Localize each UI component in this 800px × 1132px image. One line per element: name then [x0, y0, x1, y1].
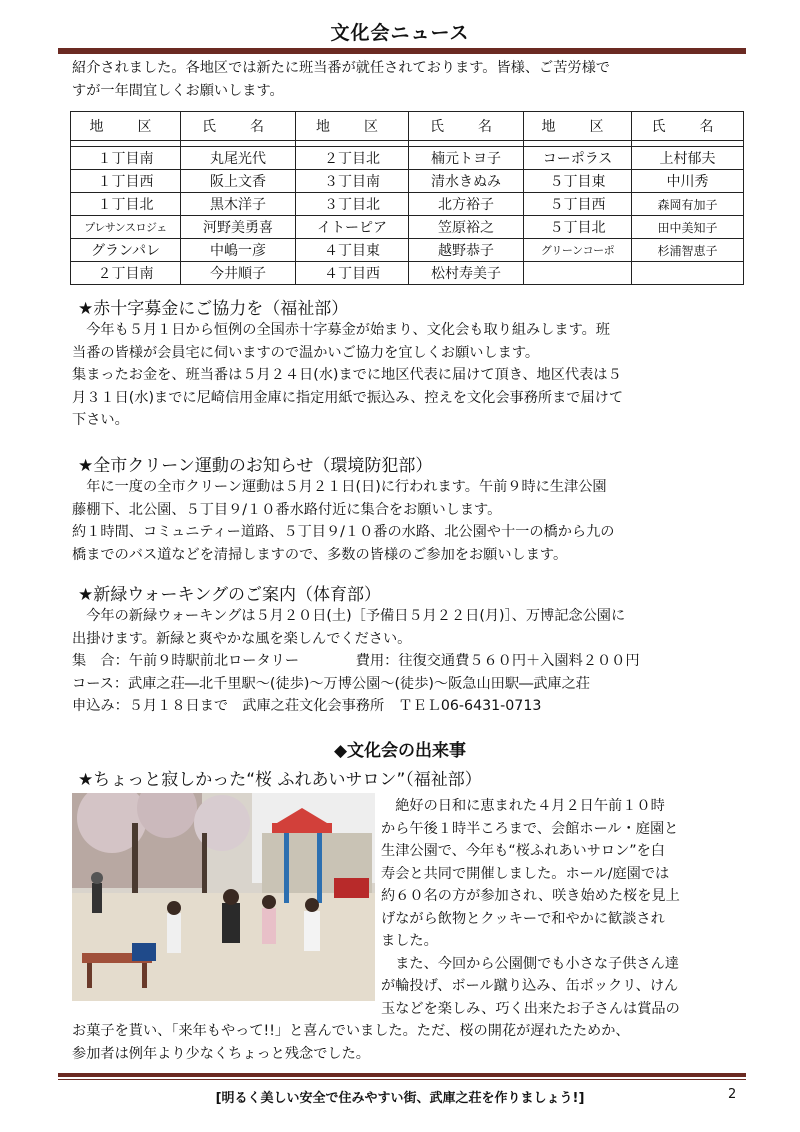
text-line: 集 合：午前９時駅前北ロータリー 費用：往復交通費５６０円＋入園料２００円	[72, 653, 640, 669]
table-cell: 笠原裕之	[409, 216, 524, 239]
text-line: また、今回から公園側でも小さな子供さん達	[381, 955, 679, 972]
table-row	[71, 216, 744, 239]
table-cell: 越野恭子	[409, 239, 524, 262]
text-line: 玉などを楽しみ、巧く出来たお子さんは賞品の	[381, 1000, 680, 1017]
text-line: 出掛けます。新緑と爽やかな風を楽しんでください。	[72, 630, 412, 647]
table-cell: 松村寿美子	[409, 262, 524, 285]
table-cell: イトーピア	[296, 216, 409, 239]
clean-paragraph	[72, 476, 744, 566]
table-cell: １丁目南	[71, 147, 181, 170]
text-line: 集まったお金を、班当番は５月２４日(水)までに地区代表に届けて頂き、地区代表は５	[72, 367, 622, 383]
text-line: 寿会と共同で開催しました。ホール/庭園では	[381, 865, 670, 882]
table-cell	[632, 262, 744, 285]
table-cell: 楠元トヨ子	[409, 147, 524, 170]
table-cell: 中川秀	[632, 170, 744, 193]
intro-paragraph	[72, 57, 744, 102]
table-row	[71, 170, 744, 193]
table-cell: 中嶋一彦	[181, 239, 296, 262]
red-cross-paragraph	[72, 319, 744, 432]
table-cell: グランパレ	[71, 239, 181, 262]
text-line: お菓子を貰い、「来年もやって!!」と喜んでいました。ただ、桜の開花が遅れたためか、	[72, 1023, 630, 1039]
text-line: げながら飲物とクッキーで和やかに歓談され	[381, 910, 665, 927]
table-cell: ４丁目東	[296, 239, 409, 262]
table-cell: １丁目西	[71, 170, 181, 193]
salon-full-text	[72, 1020, 744, 1065]
table-cell: 丸尾光代	[181, 147, 296, 170]
salon-wrapped-text	[381, 795, 744, 1020]
page-number: 2	[728, 1087, 737, 1102]
table-cell: 今井順子	[181, 262, 296, 285]
text-line: コース：武庫之荘―北千里駅～(徒歩)～万博公園～(徒歩)～阪急山田駅―武庫之荘	[72, 675, 590, 692]
text-line: 絶好の日和に恵まれた４月２日午前１０時	[381, 798, 665, 814]
table-cell: 田中美知子	[632, 216, 744, 239]
text-line: が輪投げ、ボール蹴り込み、缶ポックリ、けん	[381, 978, 679, 994]
text-line: 橋までのバス道などを清掃しますので、多数の皆様のご参加をお願いします。	[72, 546, 568, 563]
table-cell: プレサンスロジェ	[71, 216, 181, 239]
clean-heading: ★全市クリーン運動のお知らせ（環境防犯部）	[78, 456, 433, 476]
table-cell: 阪上文香	[181, 170, 296, 193]
table-cell: 黒木洋子	[181, 193, 296, 216]
table-row	[71, 147, 744, 170]
table-cell: 森岡有加子	[632, 193, 744, 216]
text-line: から午後１時半ころまで、会館ホール・庭園と	[381, 820, 679, 837]
table-cell: コーポラス	[524, 147, 632, 170]
text-line: 約１時間、コミュニティー道路、５丁目９/１０番の水路、北公園や十一の橋から九の	[72, 524, 615, 540]
text-line: 生津公園で、今年も“桜ふれあいサロン”を白	[381, 843, 665, 859]
footer-slogan: [明るく美しい安全で住みやすい街、武庫之荘を作りましょう!]	[215, 1091, 585, 1106]
park-event-photo	[72, 793, 375, 1001]
column-header: 氏 名	[632, 112, 744, 141]
text-line: 申込み：５月１８日まで 武庫之荘文化会事務所 ＴＥＬ06-6431-0713	[72, 698, 542, 714]
column-header: 氏 名	[181, 112, 296, 141]
text-line: 当番の皆様が会員宅に伺いますので温かいご協力を宜しくお願いします。	[72, 344, 540, 361]
table-cell: ５丁目東	[524, 170, 632, 193]
footer-rule	[58, 1073, 746, 1077]
text-line: 年に一度の全市クリーン運動は５月２１日(日)に行われます。午前９時に生津公園	[72, 479, 607, 495]
roster-table	[70, 111, 744, 285]
footer-rule-thin	[58, 1079, 746, 1080]
table-cell: ５丁目北	[524, 216, 632, 239]
table-row	[71, 239, 744, 262]
table-header-row	[71, 112, 744, 141]
table-cell: ４丁目西	[296, 262, 409, 285]
table-cell: ３丁目北	[296, 193, 409, 216]
text-line: 参加者は例年より少なくちょっと残念でした。	[72, 1045, 370, 1062]
column-header: 地 区	[296, 112, 409, 141]
column-header: 氏 名	[409, 112, 524, 141]
table-cell: 河野美勇喜	[181, 216, 296, 239]
column-header: 地 区	[524, 112, 632, 141]
red-cross-heading: ★赤十字募金にご協力を（福祉部）	[78, 299, 349, 319]
table-cell: 清水きぬみ	[409, 170, 524, 193]
salon-heading: ★ちょっと寂しかった“桜 ふれあいサロン”（福祉部）	[78, 770, 482, 790]
table-cell: 上村郁夫	[632, 147, 744, 170]
text-line: 約６０名の方が参加され、咲き始めた桜を見上	[381, 888, 680, 904]
events-heading: ◆文化会の出来事	[333, 741, 467, 761]
text-line: 下さい。	[72, 412, 129, 428]
table-cell: グリーンコーポ	[524, 239, 632, 262]
table-cell: 杉浦智恵子	[632, 239, 744, 262]
table-row	[71, 193, 744, 216]
table-cell: ５丁目西	[524, 193, 632, 216]
text-line: 今年も５月１日から恒例の全国赤十字募金が始まり、文化会も取り組みします。班	[72, 322, 610, 338]
text-line: 今年の新緑ウォーキングは５月２０日(土)［予備日５月２２日(月)］、万博記念公園に	[72, 608, 626, 624]
text-line: ました。	[381, 933, 438, 949]
table-cell: 北方裕子	[409, 193, 524, 216]
column-header: 地 区	[71, 112, 181, 141]
table-cell: ３丁目南	[296, 170, 409, 193]
walking-paragraph	[72, 605, 744, 718]
table-row	[71, 262, 744, 285]
table-cell: １丁目北	[71, 193, 181, 216]
page-title: 文化会ニュース	[330, 22, 470, 44]
text-line: 月３１日(水)までに尼崎信用金庫に指定用紙で振込み、控えを文化会事務所まで届けて	[72, 389, 624, 406]
park-photo-illustration	[72, 793, 375, 1001]
table-cell: ２丁目南	[71, 262, 181, 285]
text-line: 紹介されました。各地区では新たに班当番が就任されております。皆様、ご苦労様で	[72, 60, 610, 76]
table-cell: ２丁目北	[296, 147, 409, 170]
walking-heading: ★新緑ウォーキングのご案内（体育部）	[78, 585, 382, 605]
text-line: 藤棚下、北公園、５丁目９/１０番水路付近に集合をお願いします。	[72, 501, 502, 518]
header-rule	[58, 48, 746, 54]
table-cell	[524, 262, 632, 285]
text-line: すが一年間宜しくお願いします。	[72, 82, 284, 99]
